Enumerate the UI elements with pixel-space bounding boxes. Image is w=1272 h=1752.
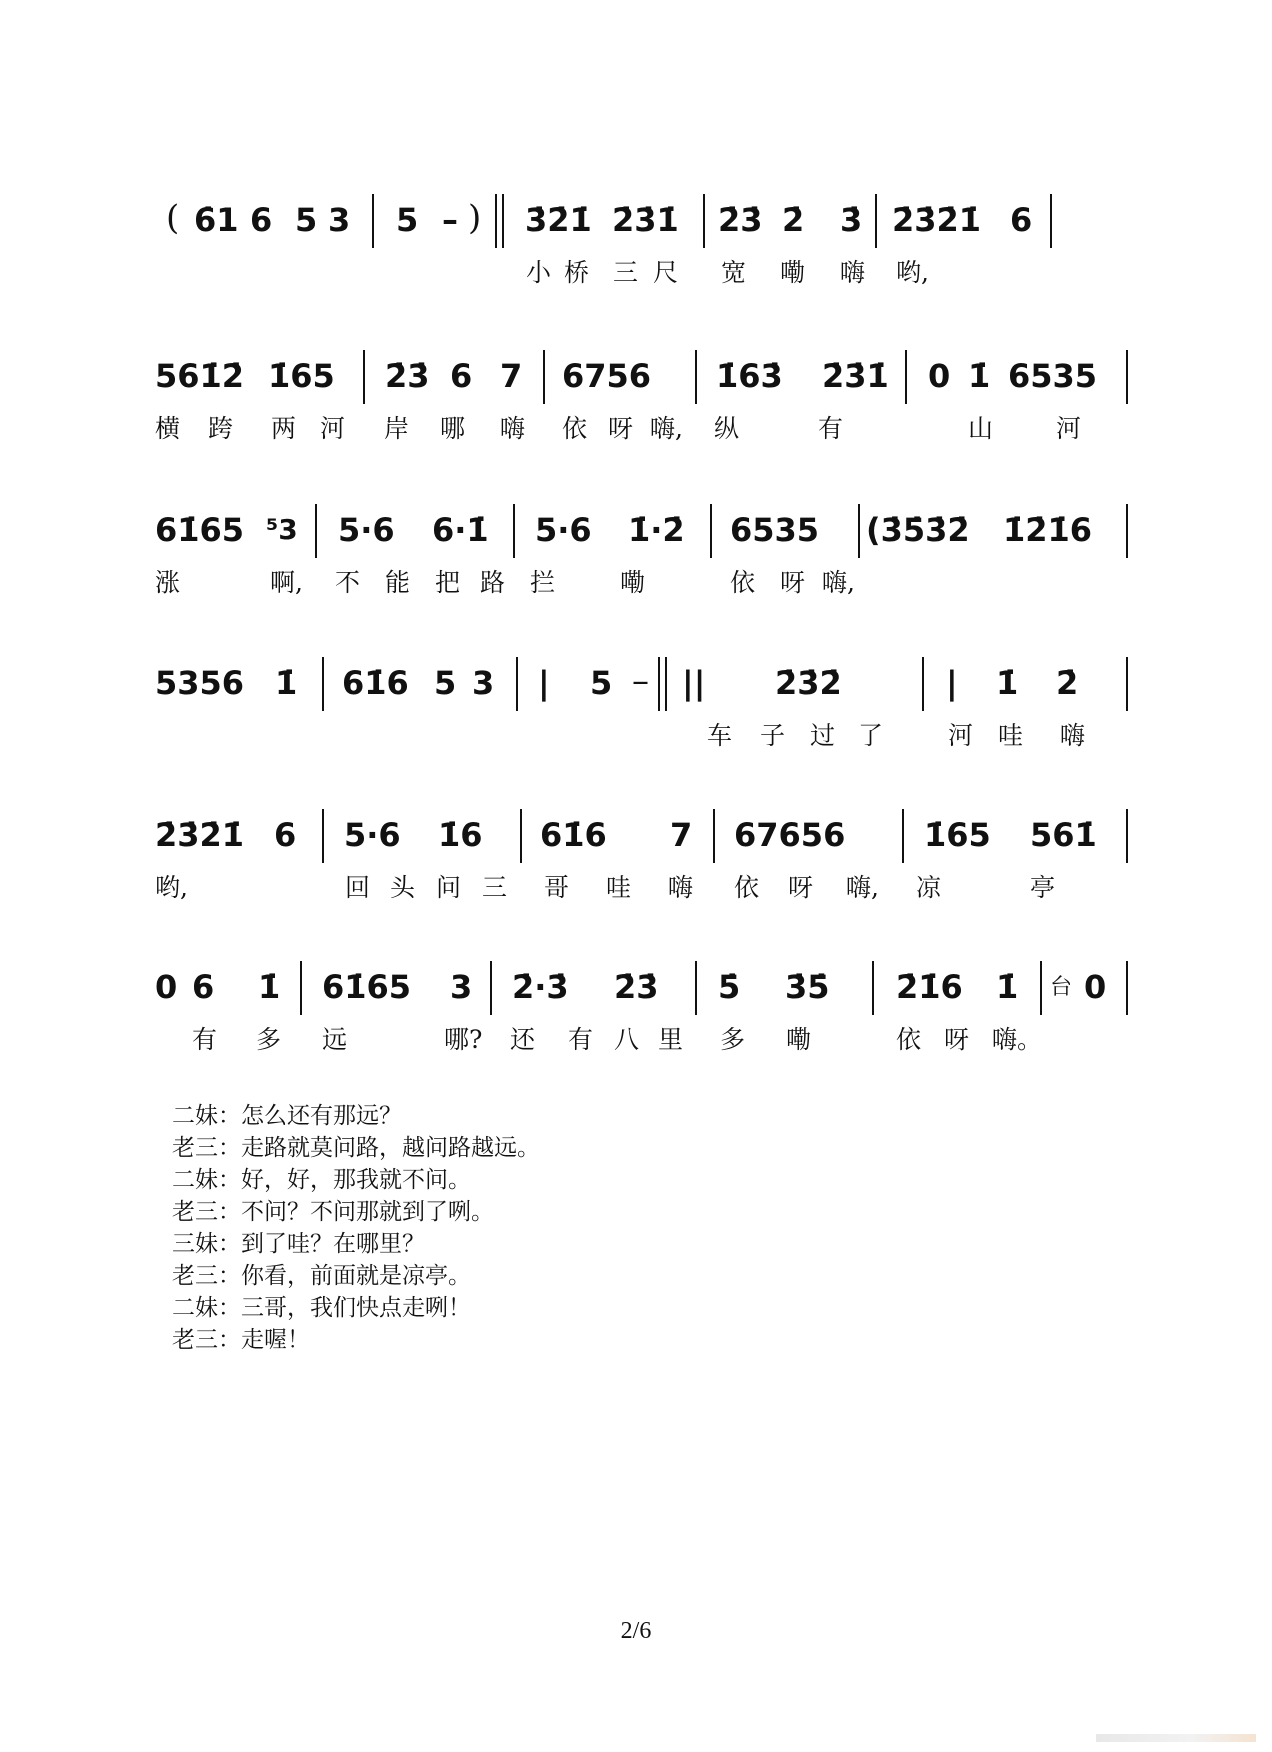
lyric: 远 bbox=[322, 1025, 348, 1054]
barline bbox=[1126, 350, 1128, 404]
note-group: (3̇5̇3̇2̇ bbox=[866, 511, 970, 549]
barline bbox=[502, 194, 504, 248]
dialogue-line: 二妹：怎么还有那远？ bbox=[172, 1103, 402, 1129]
lyric: 里 bbox=[658, 1025, 684, 1054]
barline bbox=[543, 350, 545, 404]
note-group: 1̇ bbox=[275, 664, 298, 702]
lyric: 两 bbox=[271, 414, 297, 443]
note-group: 1̇6 bbox=[438, 816, 483, 854]
lyric: 河 bbox=[948, 721, 974, 750]
lyrics-row bbox=[150, 258, 1132, 288]
note-group: 2̇3̇1̇ bbox=[612, 201, 679, 239]
lyric: 依 bbox=[730, 568, 756, 597]
note-group: 2̇3̇2̇1̇ bbox=[892, 201, 982, 239]
lyric: 问 bbox=[436, 873, 462, 902]
lyric: 有 bbox=[192, 1025, 218, 1054]
barline bbox=[713, 809, 715, 863]
barline bbox=[372, 194, 374, 248]
lyric: 嘞 bbox=[780, 258, 806, 287]
note-group: 3̇2̇1̇ bbox=[525, 201, 592, 239]
barline bbox=[1040, 961, 1042, 1015]
lyric: 山 bbox=[968, 414, 994, 443]
note-group: 7 bbox=[500, 357, 523, 395]
lyric: 跨 bbox=[208, 414, 234, 443]
barline bbox=[905, 350, 907, 404]
lyrics-row bbox=[150, 721, 1132, 751]
lyric: 三 bbox=[482, 873, 508, 902]
note-group: 1̇2̇1̇6 bbox=[1003, 511, 1093, 549]
barline bbox=[495, 194, 497, 248]
barline bbox=[872, 961, 874, 1015]
lyric: 车 bbox=[707, 721, 733, 750]
lyric: 嗨 bbox=[840, 258, 866, 287]
barline bbox=[1126, 504, 1128, 558]
note-group: 6 bbox=[192, 968, 215, 1006]
lyrics-row bbox=[150, 873, 1132, 903]
note-group: 6535 bbox=[1008, 357, 1098, 395]
note-group: 1̇ bbox=[258, 968, 281, 1006]
barline bbox=[922, 657, 924, 711]
grace-note-group: ⁵3 bbox=[266, 513, 298, 546]
lyric: 嘞 bbox=[786, 1025, 812, 1054]
note-group: | bbox=[538, 664, 550, 702]
note-group: 2̇ bbox=[1056, 664, 1079, 702]
lyric: 哪? bbox=[444, 1025, 483, 1054]
note-group: 67656 bbox=[734, 816, 846, 854]
lyric: 嗨, bbox=[846, 873, 879, 902]
barline bbox=[858, 504, 860, 558]
dialogue-line: 二妹：三哥，我们快点走咧！ bbox=[172, 1295, 471, 1321]
barline bbox=[658, 657, 660, 711]
lyric: 哪 bbox=[440, 414, 466, 443]
note-group: 1̇ bbox=[968, 357, 991, 395]
lyric: 了 bbox=[858, 721, 884, 750]
note-group: 1̇ bbox=[996, 664, 1019, 702]
lyric: 回 bbox=[345, 873, 371, 902]
lyric: 呀 bbox=[944, 1025, 970, 1054]
lyric: 小 bbox=[526, 258, 552, 287]
lyric: 河 bbox=[320, 414, 346, 443]
note-group: 0 bbox=[1084, 968, 1107, 1006]
note-group: 5 bbox=[434, 664, 457, 702]
note-group: 6 bbox=[450, 357, 473, 395]
note-group: 0 bbox=[928, 357, 951, 395]
note-group: 61̇65 bbox=[155, 511, 245, 549]
footer-watermark bbox=[1096, 1734, 1256, 1742]
note-group: 61̇6 bbox=[540, 816, 607, 854]
note-group: 2̇3̇2̇ bbox=[775, 664, 842, 702]
lyric: 依 bbox=[562, 414, 588, 443]
barline bbox=[1126, 657, 1128, 711]
lyrics-row bbox=[150, 1025, 1132, 1055]
note-group: 6·1̇ bbox=[432, 511, 489, 549]
barline bbox=[902, 809, 904, 863]
note-group: 1̇ bbox=[996, 968, 1019, 1006]
lyric: 呀 bbox=[788, 873, 814, 902]
lyric: 哇 bbox=[998, 721, 1024, 750]
note-group: 5 bbox=[396, 201, 419, 239]
note-group: 6 bbox=[274, 816, 297, 854]
barline bbox=[513, 504, 515, 558]
notation-row bbox=[150, 200, 1132, 240]
dialogue-line: 老三：不问？不问那就到了咧。 bbox=[172, 1199, 494, 1225]
lyric: 依 bbox=[896, 1025, 922, 1054]
note-group: 3̇ bbox=[840, 201, 863, 239]
lyric: 涨 bbox=[155, 568, 181, 597]
lyric: 岸 bbox=[384, 414, 410, 443]
barline bbox=[315, 504, 317, 558]
barline bbox=[300, 961, 302, 1015]
notation-row bbox=[150, 815, 1132, 855]
lyric: 嗨。 bbox=[992, 1025, 1043, 1054]
note-group: 6 bbox=[250, 201, 273, 239]
lyric: 依 bbox=[734, 873, 760, 902]
note-group: 2̇3̇2̇1̇ bbox=[155, 816, 245, 854]
note-group: 1̇·2̇ bbox=[628, 511, 685, 549]
lyric: 嗨 bbox=[1060, 721, 1086, 750]
barline bbox=[516, 657, 518, 711]
close-paren: ) bbox=[468, 198, 482, 238]
lyric: 八 bbox=[614, 1025, 640, 1054]
lyric: 横 bbox=[155, 414, 181, 443]
lyric: 凉 bbox=[916, 873, 942, 902]
page-number: 2/6 bbox=[620, 1618, 652, 1644]
note-group: 2̇3̇ bbox=[614, 968, 659, 1006]
note-group: 0 bbox=[155, 968, 178, 1006]
lyric: 路 bbox=[480, 568, 506, 597]
note-group: 6535 bbox=[730, 511, 820, 549]
barline bbox=[695, 350, 697, 404]
lyric: 啊, bbox=[270, 568, 303, 597]
note-group: 5 bbox=[295, 201, 318, 239]
notation-row bbox=[150, 967, 1132, 1007]
lyric: 哟, bbox=[155, 873, 188, 902]
dialogue-line: 三妹：到了哇？在哪里？ bbox=[172, 1231, 425, 1257]
lyric: 多 bbox=[720, 1025, 746, 1054]
barline bbox=[665, 657, 667, 711]
note-group: 61̇65 bbox=[322, 968, 412, 1006]
note-group: 6̇1 bbox=[194, 201, 239, 239]
barline bbox=[1126, 961, 1128, 1015]
note-group: 1̇65 bbox=[268, 357, 335, 395]
lyric: 嗨, bbox=[822, 568, 855, 597]
lyric: 有 bbox=[818, 414, 844, 443]
lyric: 把 bbox=[435, 568, 461, 597]
note-group: 2̇·3̇ bbox=[512, 968, 569, 1006]
note-group: 561̇2̇ bbox=[155, 357, 245, 395]
note-group: || bbox=[682, 664, 706, 702]
dialogue-line: 二妹：好，好，那我就不问。 bbox=[172, 1167, 471, 1193]
note-group: 2̇3̇1̇ bbox=[822, 357, 889, 395]
lyric: 子 bbox=[760, 721, 786, 750]
notation-row bbox=[150, 510, 1132, 550]
lyric: 能 bbox=[385, 568, 411, 597]
note-group: 3̇5̇ bbox=[785, 968, 830, 1006]
note-group: | bbox=[946, 664, 958, 702]
lyric: 过 bbox=[810, 721, 836, 750]
note-group: 2̇1̇6 bbox=[896, 968, 963, 1006]
note-group: 6 bbox=[1010, 201, 1033, 239]
barline bbox=[875, 194, 877, 248]
lyric: 哇 bbox=[606, 873, 632, 902]
barline bbox=[703, 194, 705, 248]
barline bbox=[363, 350, 365, 404]
lyric: 嗨 bbox=[500, 414, 526, 443]
notation-row bbox=[150, 663, 1132, 703]
lyric: 哥 bbox=[544, 873, 570, 902]
lyric: 河 bbox=[1056, 414, 1082, 443]
barline bbox=[520, 809, 522, 863]
lyric: 有 bbox=[568, 1025, 594, 1054]
note-group: 3 bbox=[328, 201, 351, 239]
barline bbox=[1050, 194, 1052, 248]
note-group: 5·6 bbox=[338, 511, 395, 549]
barline bbox=[322, 809, 324, 863]
note-group: 2̇ bbox=[782, 201, 805, 239]
lyric: 呀 bbox=[780, 568, 806, 597]
open-paren: ( bbox=[166, 198, 180, 238]
tai-marker: 台 bbox=[1050, 975, 1073, 1000]
barline bbox=[710, 504, 712, 558]
note-group: 1̇65 bbox=[924, 816, 991, 854]
lyric: 亭 bbox=[1030, 873, 1056, 902]
barline bbox=[1126, 809, 1128, 863]
lyric: 纵 bbox=[714, 414, 740, 443]
note-group: 61̇6 bbox=[342, 664, 409, 702]
note-group: 2̇3̇ bbox=[385, 357, 430, 395]
lyric: 桥 bbox=[564, 258, 590, 287]
note-group: 2̇3̇ bbox=[718, 201, 763, 239]
lyric: 还 bbox=[510, 1025, 536, 1054]
lyric: 不 bbox=[335, 568, 361, 597]
lyric: 头 bbox=[390, 873, 416, 902]
lyrics-row bbox=[150, 568, 1132, 598]
barline bbox=[322, 657, 324, 711]
lyric: 嗨 bbox=[668, 873, 694, 902]
note-group: 5·6 bbox=[344, 816, 401, 854]
note-group: – bbox=[442, 201, 458, 239]
close-paren: – bbox=[632, 661, 649, 701]
lyric: 呀 bbox=[608, 414, 634, 443]
note-group: 3 bbox=[472, 664, 495, 702]
lyric: 拦 bbox=[530, 568, 556, 597]
lyrics-row bbox=[150, 414, 1132, 444]
note-group: 5̇ bbox=[718, 968, 741, 1006]
barline bbox=[490, 961, 492, 1015]
barline bbox=[695, 961, 697, 1015]
dialogue-line: 老三：走路就莫问路，越问路越远。 bbox=[172, 1135, 540, 1161]
note-group: 5 bbox=[590, 664, 613, 702]
dialogue-line: 老三：你看，前面就是凉亭。 bbox=[172, 1263, 471, 1289]
lyric: 哟, bbox=[896, 258, 929, 287]
dialogue-block bbox=[172, 1100, 872, 1356]
lyric: 嗨, bbox=[650, 414, 683, 443]
lyric: 三 bbox=[613, 258, 639, 287]
note-group: 3 bbox=[450, 968, 473, 1006]
lyric: 嘞 bbox=[620, 568, 646, 597]
note-group: 6756 bbox=[562, 357, 652, 395]
notation-row bbox=[150, 356, 1132, 396]
note-group: 561̇ bbox=[1030, 816, 1097, 854]
lyric: 宽 bbox=[721, 258, 747, 287]
dialogue-line: 老三：走喔！ bbox=[172, 1327, 310, 1353]
note-group: 5·6 bbox=[535, 511, 592, 549]
note-group: 1̇63̇ bbox=[716, 357, 783, 395]
lyric: 尺 bbox=[653, 258, 679, 287]
lyric: 多 bbox=[256, 1025, 282, 1054]
note-group: 5356 bbox=[155, 664, 245, 702]
note-group: 7 bbox=[670, 816, 693, 854]
